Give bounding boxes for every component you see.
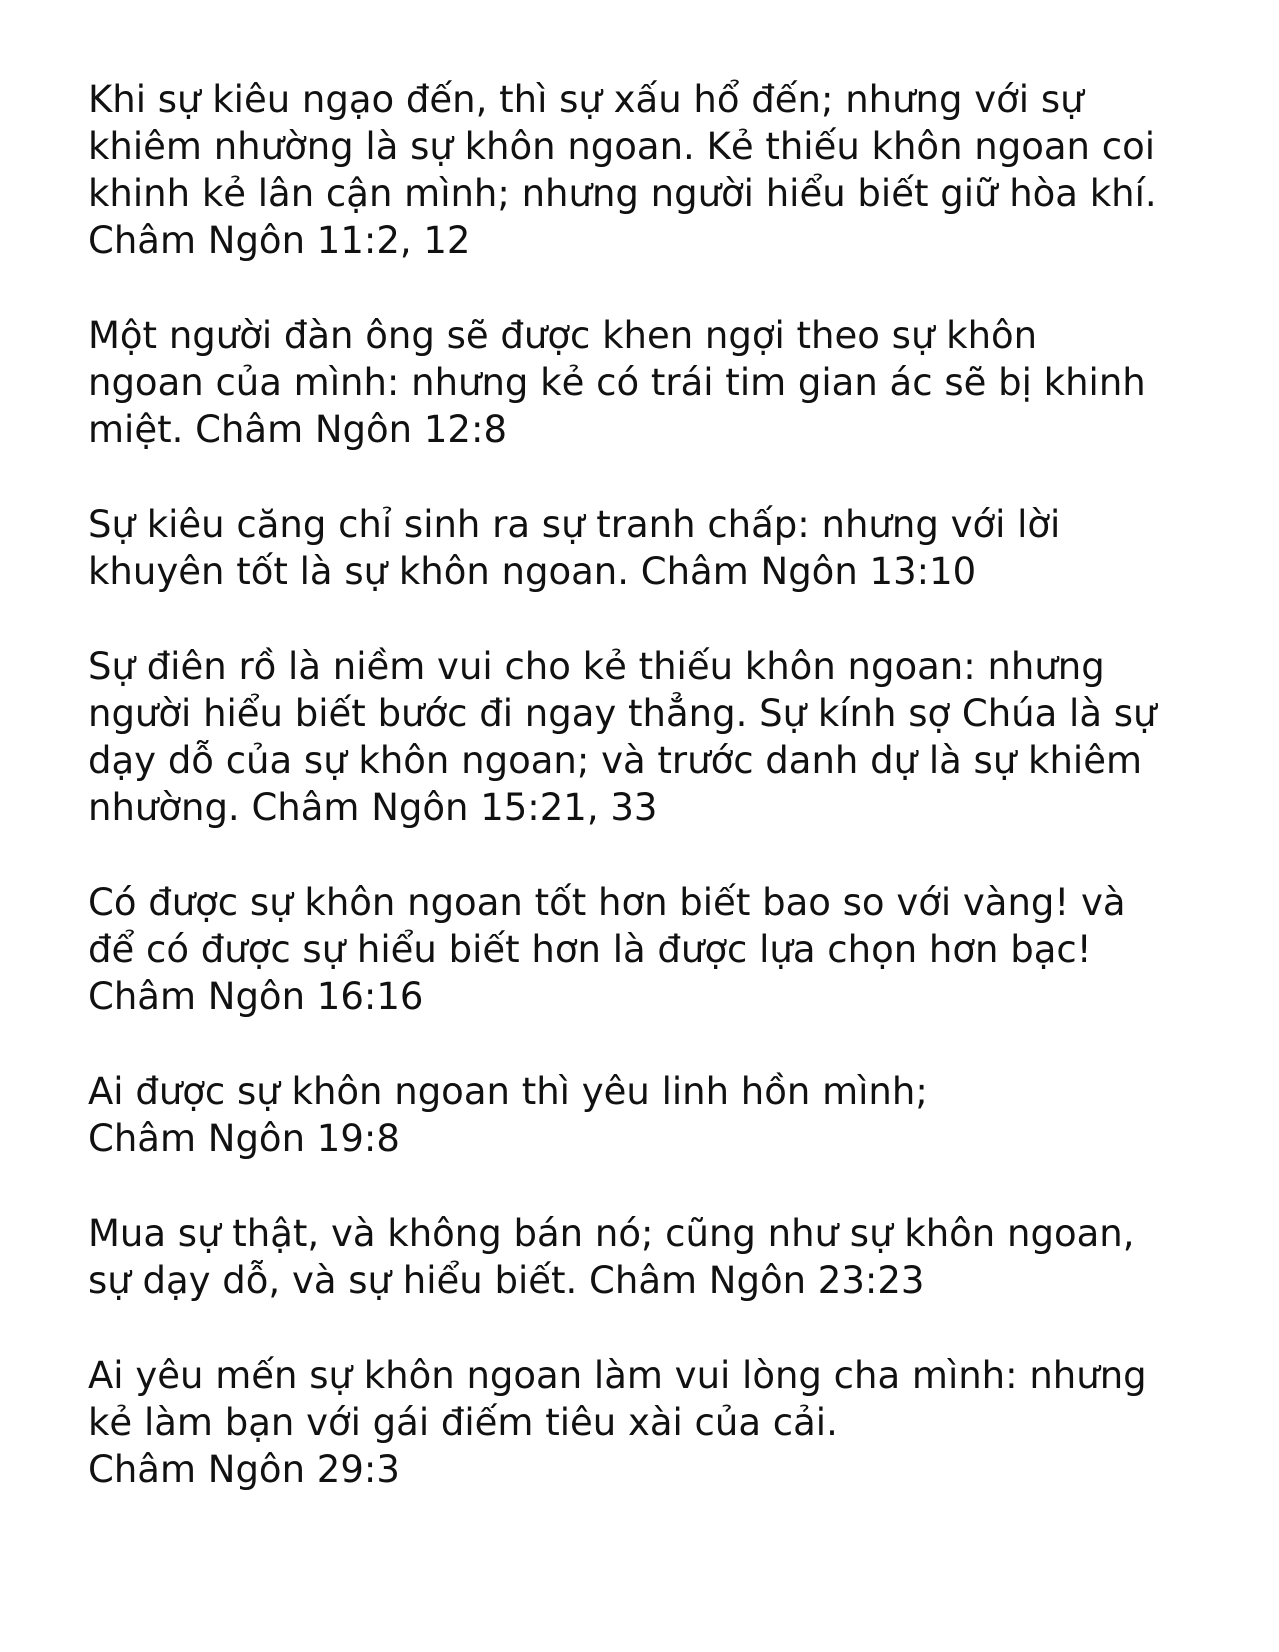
verse-paragraph: Mua sự thật, và không bán nó; cũng như sự khôn ngoan, sự dạy dỗ, và sự hiểu biết. Châm Ngôn 23:23 bbox=[88, 1212, 1135, 1302]
verse-paragraph: Sự điên rồ là niềm vui cho kẻ thiếu khôn ngoan: nhưng người hiểu biết bước đi ngay thẳng. Sự kính sợ Chúa là sự dạy dỗ của sự khôn ngoan; và trước danh dự là sự khiêm nhường. Châm Ngôn 15:21, 33 bbox=[88, 645, 1157, 829]
verse-paragraph: Sự kiêu căng chỉ sinh ra sự tranh chấp: nhưng với lời khuyên tốt là sự khôn ngoan. Châm Ngôn 13:10 bbox=[88, 503, 1061, 593]
document-page bbox=[88, 76, 1208, 1541]
verse-paragraph: Có được sự khôn ngoan tốt hơn biết bao so với vàng! và để có được sự hiểu biết hơn là được lựa chọn hơn bạc! Châm Ngôn 16:16 bbox=[88, 881, 1126, 1018]
verse-paragraph: Ai yêu mến sự khôn ngoan làm vui lòng cha mình: nhưng kẻ làm bạn với gái điếm tiêu xài của cải. Châm Ngôn 29:3 bbox=[88, 1354, 1147, 1491]
verse-paragraph: Ai được sự khôn ngoan thì yêu linh hồn mình; Châm Ngôn 19:8 bbox=[88, 1070, 928, 1160]
verse-paragraph: Một người đàn ông sẽ được khen ngợi theo sự khôn ngoan của mình: nhưng kẻ có trái tim gian ác sẽ bị khinh miệt. Châm Ngôn 12:8 bbox=[88, 314, 1146, 451]
verse-paragraph: Khi sự kiêu ngạo đến, thì sự xấu hổ đến; nhưng với sự khiêm nhường là sự khôn ngoan. Kẻ thiếu khôn ngoan coi khinh kẻ lân cận mình; nhưng người hiểu biết giữ hòa khí. Châm Ngôn 11:2, 12 bbox=[88, 78, 1157, 262]
